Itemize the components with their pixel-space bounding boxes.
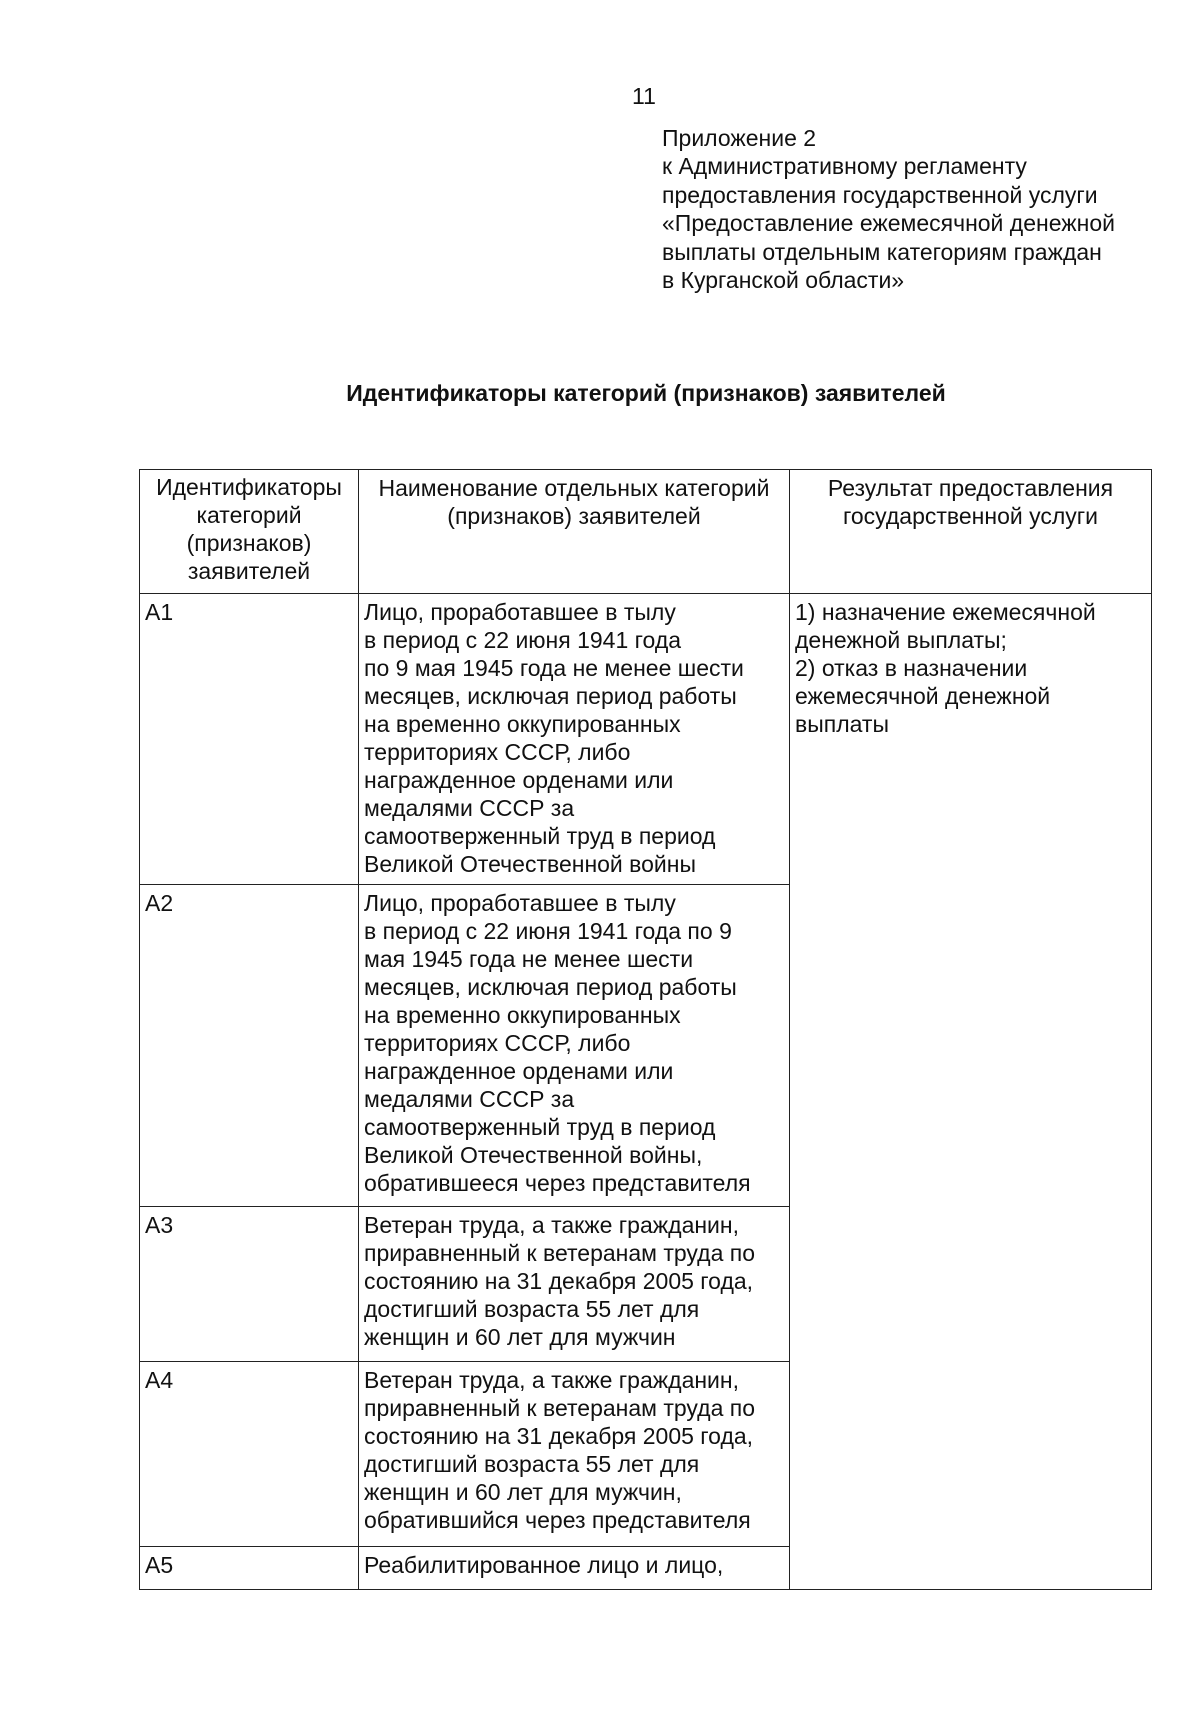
category-name-line: состоянию на 31 декабря 2005 года, xyxy=(364,1423,754,1449)
page-number: 11 xyxy=(632,83,656,109)
category-name-line: женщин и 60 лет для мужчин xyxy=(364,1324,676,1350)
appendix-line: «Предоставление ежемесячной денежной xyxy=(662,210,1115,237)
result-line: 1) назначение ежемесячной xyxy=(795,599,1096,625)
appendix-line: в Курганской области» xyxy=(662,267,905,294)
category-name-line: самоотверженный труд в период xyxy=(364,823,716,849)
category-name-line: достигший возраста 55 лет для xyxy=(364,1451,700,1477)
category-name-line: женщин и 60 лет для мужчин, xyxy=(364,1479,682,1505)
category-name-line: состоянию на 31 декабря 2005 года, xyxy=(364,1268,754,1294)
service-result-cell xyxy=(790,594,1152,1590)
header-line: Результат предоставления xyxy=(827,475,1114,501)
category-name-line: обратившийся через представителя xyxy=(364,1507,751,1533)
category-id-cell: А4 xyxy=(140,1362,359,1547)
appendix-line: выплаты отдельным категориям граждан xyxy=(662,238,1102,265)
category-name-line: на временно оккупированных xyxy=(364,1002,681,1028)
category-name-line: приравненный к ветеранам труда по xyxy=(364,1240,755,1266)
category-name-cell xyxy=(359,1362,790,1547)
result-line: денежной выплаты; xyxy=(795,627,1007,653)
category-name-line: Ветеран труда, а также гражданин, xyxy=(364,1212,739,1238)
appendix-line: Приложение 2 xyxy=(662,125,817,151)
category-name-line: медалями СССР за xyxy=(364,1086,575,1112)
category-name-cell xyxy=(359,1207,790,1362)
category-name-line: месяцев, исключая период работы xyxy=(364,974,737,1000)
result-line: 2) отказ в назначении xyxy=(795,655,1028,681)
category-name-line: в период с 22 июня 1941 года по 9 xyxy=(364,918,732,944)
category-name-line: медалями СССР за xyxy=(364,795,575,821)
category-name-line: награжденное орденами или xyxy=(364,767,674,793)
category-name-line: обратившееся через представителя xyxy=(364,1170,751,1196)
header-line: (признаков) заявителей xyxy=(447,503,701,529)
category-name-line: самоотверженный труд в период xyxy=(364,1114,716,1140)
category-name-line: приравненный к ветеранам труда по xyxy=(364,1395,755,1421)
category-name-line: достигший возраста 55 лет для xyxy=(364,1296,700,1322)
category-name-line: мая 1945 года не менее шести xyxy=(364,946,694,972)
category-name-line: Лицо, проработавшее в тылу xyxy=(364,890,676,916)
header-line: государственной услуги xyxy=(842,503,1099,529)
table-header-row xyxy=(140,470,1152,594)
header-cell-identifiers xyxy=(140,470,359,594)
header-cell-category-name xyxy=(359,470,790,594)
category-id-cell: А2 xyxy=(140,885,359,1207)
appendix-caption xyxy=(662,124,1162,294)
header-line: (признаков) xyxy=(186,530,312,556)
result-line: выплаты xyxy=(795,711,889,737)
header-cell-service-result xyxy=(790,470,1152,594)
category-name-line: Великой Отечественной войны, xyxy=(364,1142,703,1168)
appendix-line: предоставления государственной услуги xyxy=(662,181,1098,208)
category-name-line: Реабилитированное лицо и лицо, xyxy=(364,1552,724,1578)
header-line: Идентификаторы xyxy=(156,474,342,500)
category-name-line: в период с 22 июня 1941 года xyxy=(364,627,682,653)
result-line: ежемесячной денежной xyxy=(795,683,1051,709)
category-id-cell: А3 xyxy=(140,1207,359,1362)
category-name-line: на временно оккупированных xyxy=(364,711,681,737)
category-id-cell: А5 xyxy=(140,1547,359,1590)
category-name-line: Великой Отечественной войны xyxy=(364,851,697,877)
category-id-cell: А1 xyxy=(140,594,359,885)
category-name-cell xyxy=(359,594,790,885)
header-line: категорий xyxy=(196,502,302,528)
category-name-line: месяцев, исключая период работы xyxy=(364,683,737,709)
category-name-cell xyxy=(359,1547,790,1590)
category-name-line: территориях СССР, либо xyxy=(364,739,631,765)
appendix-line: к Административному регламенту xyxy=(662,153,1027,180)
document-title: Идентификаторы категорий (признаков) заявителей xyxy=(346,380,946,406)
header-line: заявителей xyxy=(187,558,311,584)
category-identifiers-table xyxy=(139,469,1152,1590)
category-name-cell xyxy=(359,885,790,1207)
category-name-line: территориях СССР, либо xyxy=(364,1030,631,1056)
category-name-line: Лицо, проработавшее в тылу xyxy=(364,599,676,625)
category-name-line: Ветеран труда, а также гражданин, xyxy=(364,1367,739,1393)
category-name-line: награжденное орденами или xyxy=(364,1058,674,1084)
header-line: Наименование отдельных категорий xyxy=(378,475,770,501)
table-row xyxy=(140,594,1152,885)
category-name-line: по 9 мая 1945 года не менее шести xyxy=(364,655,744,681)
